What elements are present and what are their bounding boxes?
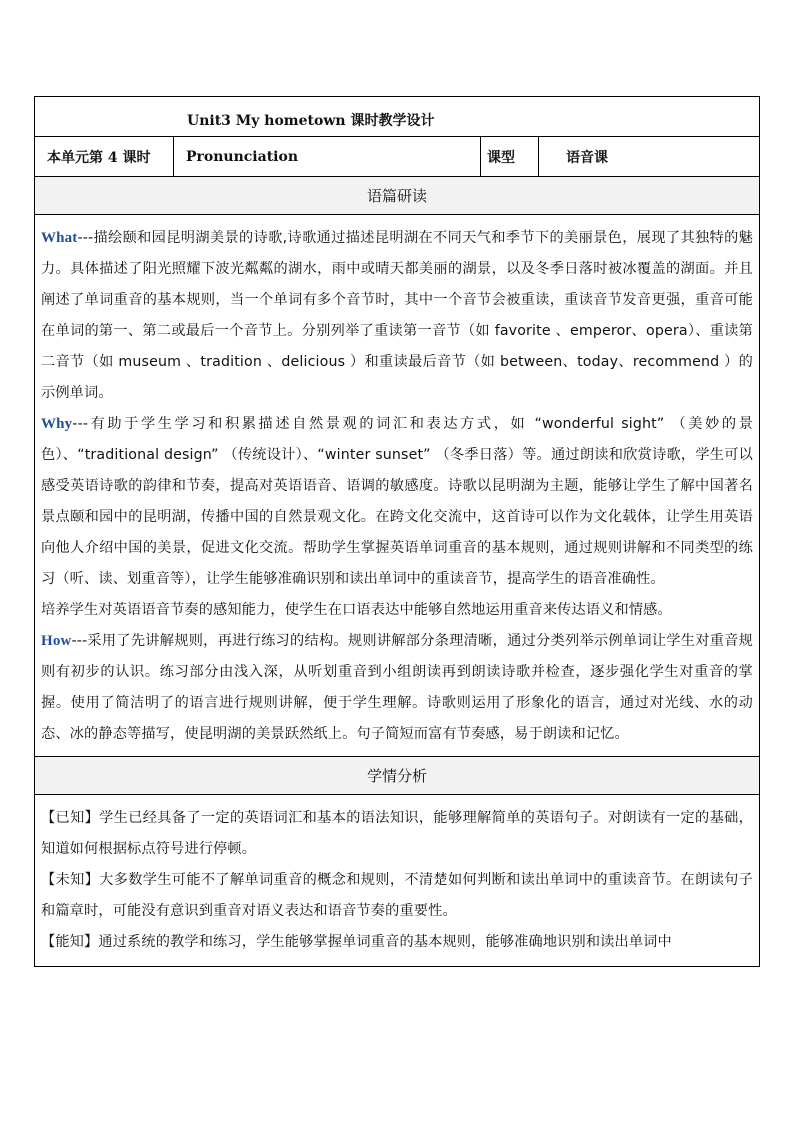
what-text: ---描绘颐和园昆明湖美景的诗歌,诗歌通过描述昆明湖在不同天气和季节下的美丽景色，展现了其独特的魅力。具体描述了阳光照耀下波光粼粼的湖水，雨中或晴天都美丽的湖景，以及冬季日落时被冰覆盖的湖面。并且阐述了单词重音的基本规则，当一个单词有多个音节时，其中一个音节会被重读，重读音节发音更强，重音可能在单词的第一、第二或最后一个音节上。分别列举了重读第一音节（如 favorite 、emperor、opera）、重读第二音节（如 museum 、tradition 、delicious ）和重读最后音节（如 between、today、recommend ）的示例单词。 (41, 230, 753, 401)
lesson-title: Unit3 My hometown 课时教学设计 (187, 113, 435, 129)
meta-row (35, 137, 759, 177)
how-paragraph (41, 626, 753, 750)
lesson-type-label: 课型 (481, 137, 539, 176)
section-heading-student-analysis: 学情分析 (35, 757, 759, 795)
how-keyword: How (41, 633, 72, 649)
unknown-paragraph: 【未知】大多数学生可能不了解单词重音的概念和规则，不清楚如何判断和读出单词中的重读音节。在朗读句子和篇章时，可能没有意识到重音对语义表达和语音节奏的重要性。 (41, 872, 753, 919)
lesson-name-cell: Pronunciation (174, 137, 481, 176)
what-keyword: What (41, 230, 78, 246)
student-analysis-body (35, 795, 759, 966)
extra-paragraph: 培养学生对英语语音节奏的感知能力，使学生在口语表达中能够自然地运用重音来传达语义和情感。 (41, 602, 672, 618)
lesson-type-value: 语音课 (566, 149, 608, 166)
why-paragraph (41, 409, 753, 595)
lesson-number-cell: 本单元第 4 课时 (35, 137, 174, 176)
text-study-body (35, 215, 759, 757)
lesson-plan-table (34, 96, 760, 967)
why-keyword: Why (41, 416, 73, 432)
title-row (35, 97, 759, 137)
able-paragraph: 【能知】通过系统的教学和练习，学生能够掌握单词重音的基本规则，能够准确地识别和读出单词中 (41, 934, 672, 950)
known-paragraph: 【已知】学生已经具备了一定的英语词汇和基本的语法知识，能够理解简单的英语句子。对朗读有一定的基础，知道如何根据标点符号进行停顿。 (41, 810, 753, 857)
why-text: ---有助于学生学习和积累描述自然景观的词汇和表达方式，如 “wonderful sight” （美妙的景色）、“traditional design” （传统设计）、“winter sunset” （冬季日落）等。通过朗读和欣赏诗歌，学生可以感受英语诗歌的韵律和节奏，提高对英语语音、语调的敏感度。诗歌以昆明湖为主题，能够让学生了解中国著名景点颐和园中的昆明湖，传播中国的自然景观文化。在跨文化交流中，这首诗可以作为文化载体，让学生用英语向他人介绍中国的美景，促进文化交流。帮助学生掌握英语单词重音的基本规则，通过规则讲解和不同类型的练习（听、读、划重音等），让学生能够准确识别和读出单词中的重读音节，提高学生的语音准确性。 (41, 416, 753, 587)
what-paragraph (41, 223, 753, 409)
section-heading-text-study: 语篇研读 (35, 177, 759, 215)
how-text: ---采用了先讲解规则，再进行练习的结构。规则讲解部分条理清晰，通过分类列举示例单词让学生对重音规则有初步的认识。练习部分由浅入深，从听划重音到小组朗读再到朗读诗歌并检查，逐步强化学生对重音的掌握。使用了简洁明了的语言进行规则讲解，便于学生理解。诗歌则运用了形象化的语言，通过对光线、水的动态、冰的静态等描写，使昆明湖的美景跃然纸上。句子简短而富有节奏感，易于朗读和记忆。 (41, 633, 753, 742)
